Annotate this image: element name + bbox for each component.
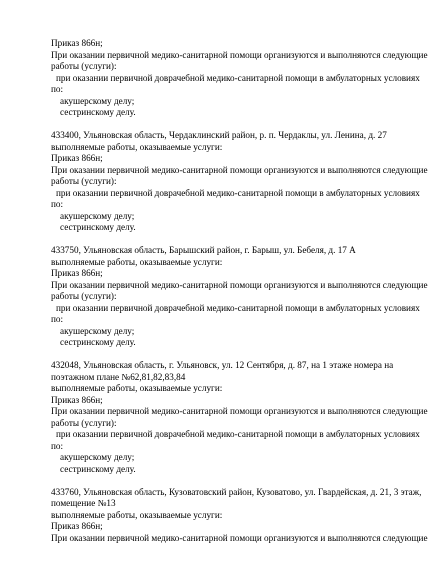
order-line: Приказ 866н; [51, 394, 103, 405]
service-item: сестринскому делу. [60, 337, 136, 347]
order-line: Приказ 866н; [51, 521, 103, 531]
service-item: сестринскому делу. [60, 222, 136, 232]
address-line: 432048, Ульяновская область, г. Ульяновск, ул. 12 Сентября, д. 87, на 1 этаже номера на [51, 360, 394, 370]
works-line: выполняемые работы, оказываемые услуги: [51, 383, 223, 393]
subintro-line: по: [51, 314, 64, 324]
subintro-line: по: [51, 84, 64, 94]
subintro-line: при оказании первичной доврачебной медико-санитарной помощи в амбулаторных условиях [56, 302, 420, 313]
intro-line: работы (услуги): [51, 61, 117, 71]
order-line: Приказ 866н; [51, 268, 103, 278]
works-line: выполняемые работы, оказываемые услуги: [51, 256, 223, 267]
document-page [51, 38, 428, 544]
intro-line: При оказании первичной медико-санитарной помощи организуются и выполняются следующие [51, 164, 428, 175]
intro-line: При оказании первичной медико-санитарной помощи организуются и выполняются следующие [51, 406, 428, 416]
intro-line: работы (услуги): [51, 417, 117, 428]
subintro-line: по: [51, 199, 64, 209]
block-gap [51, 234, 411, 246]
order-line: Приказ 866н; [51, 38, 103, 48]
address-line: 433400, Ульяновская область, Чердаклинский район, р. п. Чердаклы, ул. Ленина, д. 27 [51, 130, 387, 140]
address-block [51, 245, 428, 349]
intro-line: При оказании первичной медико-санитарной помощи организуются и выполняются следующие [51, 49, 428, 60]
address-block [51, 360, 428, 475]
intro-line: При оказании первичной медико-санитарной помощи организуются и выполняются следующие [51, 279, 428, 290]
subintro-line: по: [51, 440, 64, 451]
subintro-line: при оказании первичной доврачебной медико-санитарной помощи в амбулаторных условиях [56, 72, 420, 83]
subintro-line: при оказании первичной доврачебной медико-санитарной помощи в амбулаторных условиях [56, 429, 420, 439]
address-line: 433750, Ульяновская область, Барышский район, г. Барыш, ул. Бебеля, д. 17 А [51, 245, 356, 255]
service-item: акушерскому делу; [60, 210, 135, 221]
intro-line: При оказании первичной медико-санитарной помощи организуются и выполняются следующие [51, 532, 428, 543]
service-item: сестринскому делу. [60, 463, 136, 474]
block-gap [51, 475, 411, 487]
address-line: 433760, Ульяновская область, Кузоватовский район, Кузоватово, ул. Гвардейская, д. 21, 3 этаж, [51, 486, 422, 497]
service-block [51, 38, 428, 119]
works-line: выполняемые работы, оказываемые услуги: [51, 509, 223, 520]
works-line: выполняемые работы, оказываемые услуги: [51, 141, 223, 152]
service-item: акушерскому делу; [60, 452, 135, 462]
subintro-line: при оказании первичной доврачебной медико-санитарной помощи в амбулаторных условиях [56, 187, 420, 198]
order-line: Приказ 866н; [51, 153, 103, 163]
service-item: акушерскому делу; [60, 325, 135, 336]
service-item: сестринскому делу. [60, 107, 136, 117]
intro-line: работы (услуги): [51, 176, 117, 186]
block-gap [51, 119, 411, 131]
address-block [51, 130, 428, 234]
intro-line: работы (услуги): [51, 291, 117, 301]
address-line: поэтажном плане №62,81,82,83,84 [51, 371, 186, 382]
block-gap [51, 349, 411, 361]
address-line: помещение №13 [51, 498, 116, 508]
service-item: акушерскому делу; [60, 95, 135, 106]
address-block [51, 486, 428, 545]
